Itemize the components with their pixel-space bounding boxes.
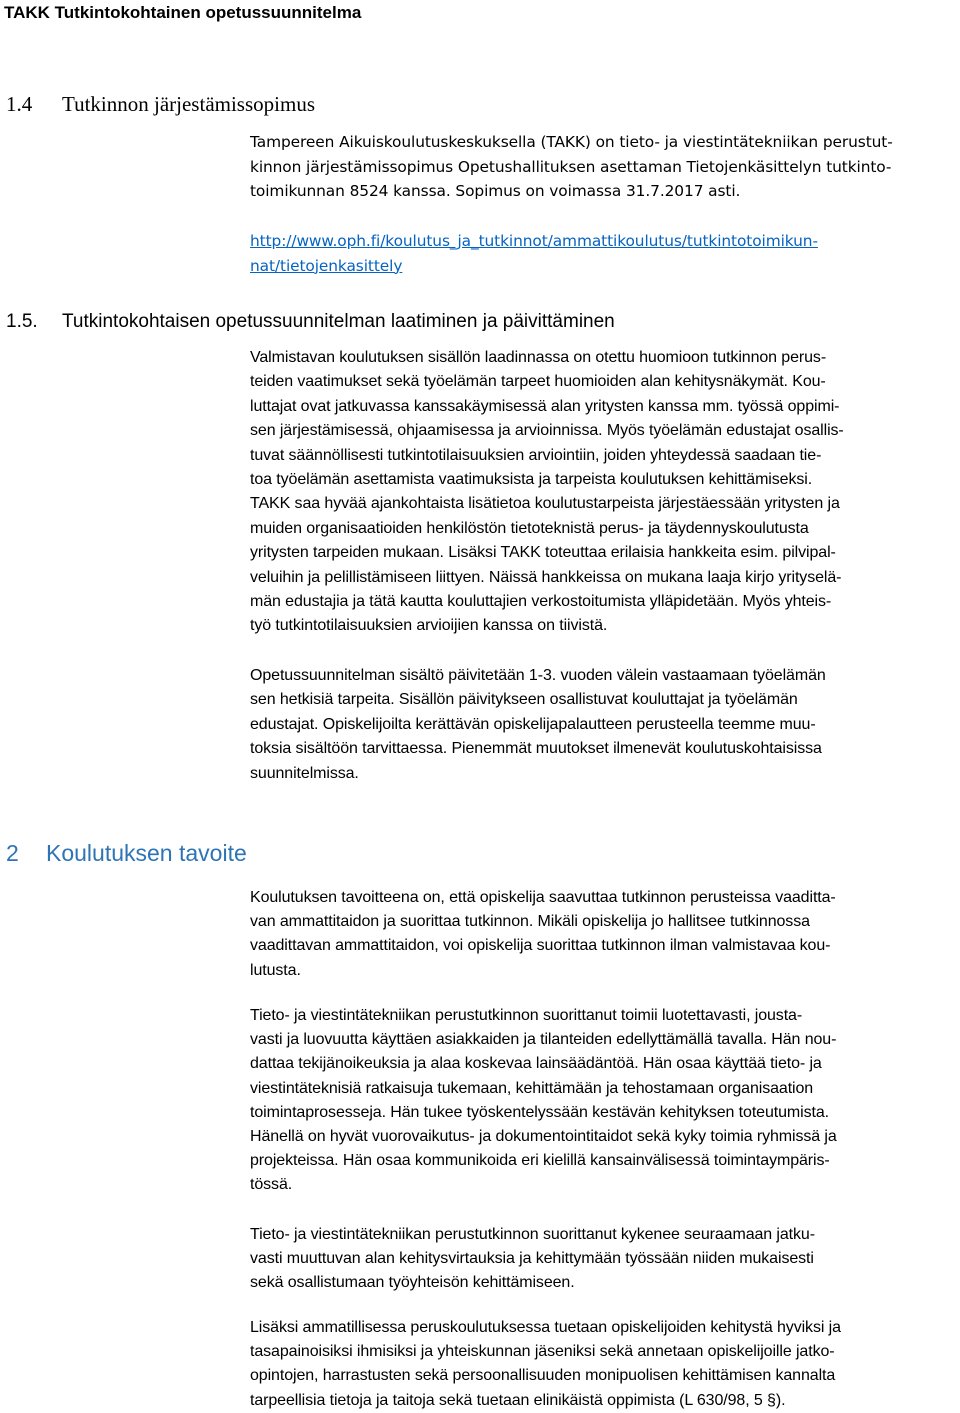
paragraph-line: vaadittavan ammattitaidon, voi opiskelija suorittaa tutkinnon ilman valmistavaa kou- xyxy=(250,937,831,955)
paragraph-line: viestintäteknisiä ratkaisuja tukemaan, kehittämään ja tehostamaan organisaation xyxy=(250,1079,814,1097)
paragraph-vocational-education xyxy=(250,1316,960,1413)
paragraph-curriculum-creation xyxy=(250,346,960,639)
paragraph-goal xyxy=(250,886,960,983)
paragraph-curriculum-update xyxy=(250,664,960,786)
paragraph-line: luttajat ovat jatkuvassa kanssakäymisessä alan yritysten kanssa mm. työssä oppimi- xyxy=(250,397,840,415)
paragraph-line: tuvat säännöllisesti tutkintotilaisuuksien arviointiin, joiden yhteydessä saadaan tie- xyxy=(250,446,822,464)
paragraph-line: tarpeellisia tietoja ja taitoja sekä tuetaan elinikäistä oppimista (L 630/98, 5 §). xyxy=(250,1391,786,1409)
paragraph-line: projekteissa. Hän osaa kommunikoida eri kielillä kansainvälisessä toimintaympäris- xyxy=(250,1152,830,1170)
paragraph-line: toimintaprosesseja. Hän tukee työskentelyssään kestävän kehityksen toteutumista. xyxy=(250,1103,829,1121)
paragraph-line: työ tutkintotilaisuuksien arvioijien kanssa on tiivistä. xyxy=(250,617,608,635)
paragraph-line: edustajat. Opiskelijoilta kerättävän opiskelijapalautteen perusteella teemme muu- xyxy=(250,715,816,733)
paragraph-line: toksia sisältöön tarvittaessa. Pienemmät muutokset ilmenevät koulutuskohtaisissa xyxy=(250,740,822,758)
paragraph-line: teiden vaatimukset sekä työelämän tarpeet huomioiden alan kehitysnäkymät. Kou- xyxy=(250,373,826,391)
link-line[interactable]: nat/tietojenkasittely xyxy=(250,256,403,275)
page-header-title: TAKK Tutkintokohtainen opetussuunnitelma xyxy=(4,3,362,22)
paragraph-line: tasapainoisiksi ihmisiksi ja yhteiskunnan jäseniksi sekä annetaan opiskelijoille jatko- xyxy=(250,1343,835,1361)
paragraph-line: Tampereen Aikuiskoulutuskeskuksella (TAKK) on tieto- ja viestintätekniikan perustut- xyxy=(250,133,893,151)
paragraph-line: vasti muuttuvan alan kehitysvirtauksia ja kehittymään työssään niiden mukaisesti xyxy=(250,1250,814,1268)
paragraph-line: dattaa tekijänoikeuksia ja alaa koskevaa lainsäädäntöä. Hän osaa käyttää tieto- ja xyxy=(250,1055,822,1073)
agreement-link[interactable] xyxy=(250,229,960,278)
paragraph-line: muiden organisaatioiden henkilöstön tietoteknistä perus- ja täydennyskoulutusta xyxy=(250,519,809,537)
paragraph-agreement xyxy=(250,130,960,204)
paragraph-line: Hänellä on hyvät vuorovaikutus- ja dokumentointitaidot sekä kyky toimia ryhmissä ja xyxy=(250,1128,837,1146)
paragraph-line: tössä. xyxy=(250,1176,293,1194)
chapter-heading: Koulutuksen tavoite xyxy=(46,840,247,866)
paragraph-line: Tieto- ja viestintätekniikan perustutkinnon suorittanut kykenee seuraamaan jatku- xyxy=(250,1226,815,1243)
paragraph-line: veluihin ja pelillistämiseen liittyen. Näissä hankkeissa on mukana laaja kirjo yrityselä- xyxy=(250,568,842,586)
paragraph-development xyxy=(250,1223,960,1296)
paragraph-line: yritysten tarpeiden mukaan. Lisäksi TAKK toteuttaa erilaisia hankkeita esim. pilvipal- xyxy=(250,544,836,562)
paragraph-competence xyxy=(250,1004,960,1198)
paragraph-line: kinnon järjestämissopimus Opetushallituksen asettaman Tietojenkäsittelyn tutkinto- xyxy=(250,157,892,176)
paragraph-line: toa työelämän asettamista vaatimuksista ja tarpeista koulutuksen kehittämiseksi. xyxy=(250,471,813,489)
section-heading: Tutkintokohtaisen opetussuunnitelman laatiminen ja päivittäminen xyxy=(62,311,615,332)
paragraph-line: opintojen, harrastusten sekä persoonallisuuden monipuolisen kehittämisen kannalta xyxy=(250,1367,836,1385)
paragraph-line: sekä osallistumaan työyhteisön kehittämiseen. xyxy=(250,1274,575,1292)
paragraph-line: sen hetkisiä tarpeita. Sisällön päivitykseen osallistuvat kouluttajat ja työelämän xyxy=(250,691,798,709)
paragraph-line: Tieto- ja viestintätekniikan perustutkinnon suorittanut toimii luotettavasti, jousta- xyxy=(250,1007,803,1024)
paragraph-line: män edustajia ja tätä kautta kouluttajien verkostoitumista ylläpidetään. Myös yhteis- xyxy=(250,593,832,611)
paragraph-line: suunnitelmissa. xyxy=(250,764,359,782)
paragraph-line: van ammattitaidon ja suorittaa tutkinnon. Mikäli opiskelija jo hallitsee tutkinnossa xyxy=(250,913,810,931)
paragraph-line: Opetussuunnitelman sisältö päivitetään 1-3. vuoden välein vastaamaan työelämän xyxy=(250,667,826,684)
section-number: 1.4 xyxy=(6,92,33,116)
paragraph-line: vasti ja luovuutta käyttäen asiakkaiden ja tilanteiden edellyttämällä tavalla. Hän nou- xyxy=(250,1031,837,1049)
paragraph-line: Koulutuksen tavoitteena on, että opiskelija saavuttaa tutkinnon perusteissa vaaditta- xyxy=(250,889,836,906)
paragraph-line: Lisäksi ammatillisessa peruskoulutuksessa tuetaan opiskelijoiden kehitystä hyviksi ja xyxy=(250,1319,841,1336)
chapter-number: 2 xyxy=(6,840,19,866)
section-heading: Tutkinnon järjestämissopimus xyxy=(62,92,315,116)
link-line[interactable]: http://www.oph.fi/koulutus_ja_tutkinnot/ammattikoulutus/tutkintotoimikun- xyxy=(250,232,818,250)
paragraph-line: sen järjestämisessä, ohjaamisessa ja arvioinnissa. Myös työelämän edustajat osallis- xyxy=(250,422,844,440)
paragraph-line: Valmistavan koulutuksen sisällön laadinnassa on otettu huomioon tutkinnon perus- xyxy=(250,349,827,366)
paragraph-line: TAKK saa hyvää ajankohtaista lisätietoa koulutustarpeista järjestäessään yritysten ja xyxy=(250,495,840,513)
paragraph-line: toimikunnan 8524 kanssa. Sopimus on voimassa 31.7.2017 asti. xyxy=(250,182,741,200)
section-number: 1.5. xyxy=(6,311,38,332)
paragraph-line: lutusta. xyxy=(250,961,301,979)
